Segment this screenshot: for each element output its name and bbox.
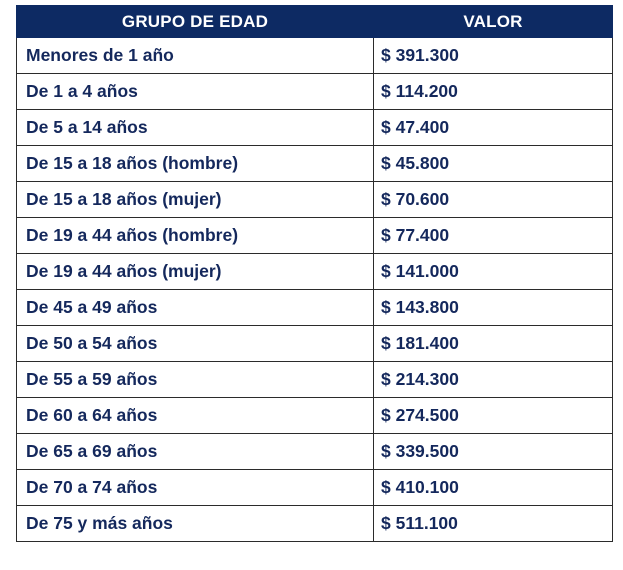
table-row — [17, 470, 613, 506]
table-row — [17, 398, 613, 434]
value-cell: $ 181.400 — [374, 326, 613, 362]
table-body — [17, 38, 613, 542]
age-group-cell: De 50 a 54 años — [17, 326, 374, 362]
age-group-cell: De 70 a 74 años — [17, 470, 374, 506]
age-group-cell: De 15 a 18 años (mujer) — [17, 182, 374, 218]
age-group-cell: De 5 a 14 años — [17, 110, 374, 146]
table-row — [17, 506, 613, 542]
table-header — [17, 6, 613, 38]
header-value: VALOR — [374, 6, 613, 38]
value-cell: $ 114.200 — [374, 74, 613, 110]
value-cell: $ 141.000 — [374, 254, 613, 290]
table-row — [17, 74, 613, 110]
table-row — [17, 38, 613, 74]
table-row — [17, 254, 613, 290]
age-group-cell: Menores de 1 año — [17, 38, 374, 74]
table-row — [17, 290, 613, 326]
table-row — [17, 182, 613, 218]
table-row — [17, 326, 613, 362]
age-group-cell: De 15 a 18 años (hombre) — [17, 146, 374, 182]
value-cell: $ 143.800 — [374, 290, 613, 326]
value-cell: $ 214.300 — [374, 362, 613, 398]
table-row — [17, 362, 613, 398]
table-row — [17, 434, 613, 470]
age-group-value-table — [16, 5, 613, 542]
age-group-cell: De 1 a 4 años — [17, 74, 374, 110]
age-group-cell: De 19 a 44 años (mujer) — [17, 254, 374, 290]
value-cell: $ 274.500 — [374, 398, 613, 434]
age-group-cell: De 75 y más años — [17, 506, 374, 542]
age-group-value-table-container — [16, 5, 612, 542]
value-cell: $ 410.100 — [374, 470, 613, 506]
value-cell: $ 339.500 — [374, 434, 613, 470]
age-group-cell: De 55 a 59 años — [17, 362, 374, 398]
table-row — [17, 110, 613, 146]
age-group-cell: De 60 a 64 años — [17, 398, 374, 434]
value-cell: $ 77.400 — [374, 218, 613, 254]
table-row — [17, 218, 613, 254]
age-group-cell: De 45 a 49 años — [17, 290, 374, 326]
value-cell: $ 391.300 — [374, 38, 613, 74]
age-group-cell: De 19 a 44 años (hombre) — [17, 218, 374, 254]
table-row — [17, 146, 613, 182]
header-age-group: GRUPO DE EDAD — [17, 6, 374, 38]
header-row — [17, 6, 613, 38]
value-cell: $ 47.400 — [374, 110, 613, 146]
value-cell: $ 511.100 — [374, 506, 613, 542]
value-cell: $ 70.600 — [374, 182, 613, 218]
age-group-cell: De 65 a 69 años — [17, 434, 374, 470]
value-cell: $ 45.800 — [374, 146, 613, 182]
